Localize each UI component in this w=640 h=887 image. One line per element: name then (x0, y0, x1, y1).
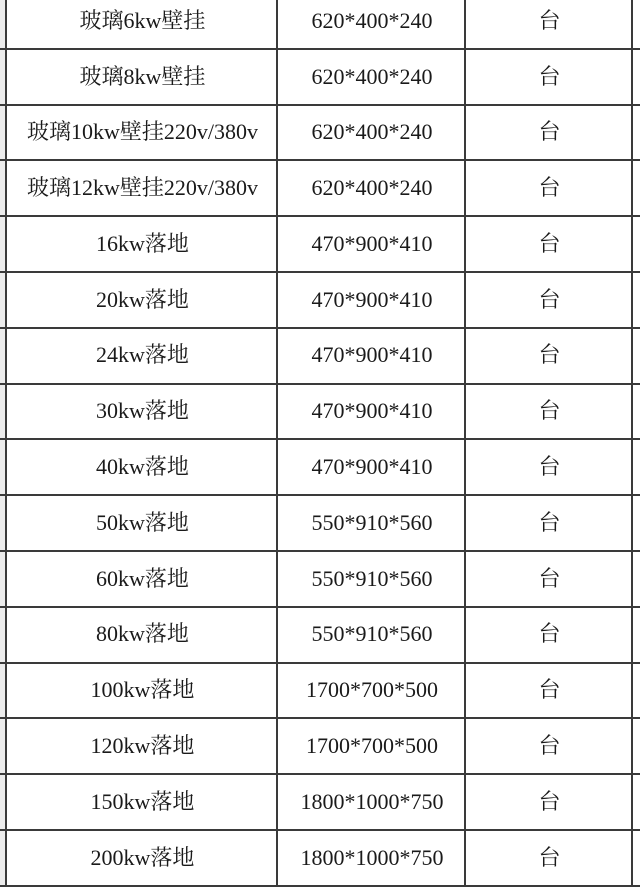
unit-cell: 台 (538, 230, 561, 256)
table-row (0, 831, 640, 887)
product-cell: 40kw落地 (96, 454, 189, 480)
dimensions-cell: 1800*1000*750 (300, 788, 444, 814)
unit-cell: 台 (538, 63, 561, 89)
unit-cell: 台 (538, 565, 561, 591)
product-cell: 玻璃10kw壁挂220v/380v (26, 119, 258, 145)
table-border-col1-col2 (276, 0, 278, 887)
unit-cell: 台 (538, 175, 561, 201)
product-cell: 200kw落地 (90, 844, 195, 870)
table-row (0, 273, 640, 329)
table-row (0, 440, 640, 496)
dimensions-cell: 620*400*240 (311, 119, 433, 145)
table-border-col3-col4 (631, 0, 633, 887)
table-row (0, 0, 640, 50)
table-row (0, 552, 640, 608)
table-row (0, 50, 640, 106)
table-row (0, 496, 640, 552)
product-cell: 60kw落地 (96, 565, 189, 591)
table-row (0, 608, 640, 664)
table-border-left (5, 0, 7, 887)
dimensions-cell: 1700*700*500 (306, 733, 438, 759)
unit-cell: 台 (538, 7, 561, 33)
unit-cell: 台 (538, 454, 561, 480)
unit-cell: 台 (538, 342, 561, 368)
dimensions-cell: 550*910*560 (311, 565, 433, 591)
dimensions-cell: 470*900*410 (311, 342, 433, 368)
table-row (0, 329, 640, 385)
product-cell: 24kw落地 (96, 342, 189, 368)
unit-cell: 台 (538, 509, 561, 535)
unit-cell: 台 (538, 788, 561, 814)
dimensions-cell: 620*400*240 (311, 63, 433, 89)
product-cell: 玻璃6kw壁挂 (79, 7, 206, 33)
product-cell: 16kw落地 (96, 230, 189, 256)
unit-cell: 台 (538, 677, 561, 703)
unit-cell: 台 (538, 733, 561, 759)
product-cell: 20kw落地 (96, 286, 189, 312)
dimensions-cell: 470*900*410 (311, 454, 433, 480)
product-cell: 100kw落地 (90, 677, 195, 703)
product-cell: 30kw落地 (96, 398, 189, 424)
product-cell: 80kw落地 (96, 621, 189, 647)
product-cell: 玻璃8kw壁挂 (79, 63, 206, 89)
table-row (0, 664, 640, 720)
product-cell: 150kw落地 (90, 788, 195, 814)
product-cell: 120kw落地 (90, 733, 195, 759)
unit-cell: 台 (538, 621, 561, 647)
dimensions-cell: 470*900*410 (311, 398, 433, 424)
table-row (0, 217, 640, 273)
dimensions-cell: 620*400*240 (311, 175, 433, 201)
dimensions-cell: 550*910*560 (311, 621, 433, 647)
dimensions-cell: 470*900*410 (311, 286, 433, 312)
product-cell: 玻璃12kw壁挂220v/380v (26, 175, 258, 201)
table-row (0, 385, 640, 441)
dimensions-cell: 550*910*560 (311, 509, 433, 535)
dimensions-cell: 620*400*240 (311, 7, 433, 33)
unit-cell: 台 (538, 398, 561, 424)
table-border-col2-col3 (464, 0, 466, 887)
table-row (0, 719, 640, 775)
table-row (0, 775, 640, 831)
table-row (0, 161, 640, 217)
unit-cell: 台 (538, 286, 561, 312)
dimensions-cell: 470*900*410 (311, 230, 433, 256)
unit-cell: 台 (538, 844, 561, 870)
dimensions-cell: 1800*1000*750 (300, 844, 444, 870)
table-row (0, 106, 640, 162)
product-cell: 50kw落地 (96, 509, 189, 535)
unit-cell: 台 (538, 119, 561, 145)
dimensions-cell: 1700*700*500 (306, 677, 438, 703)
